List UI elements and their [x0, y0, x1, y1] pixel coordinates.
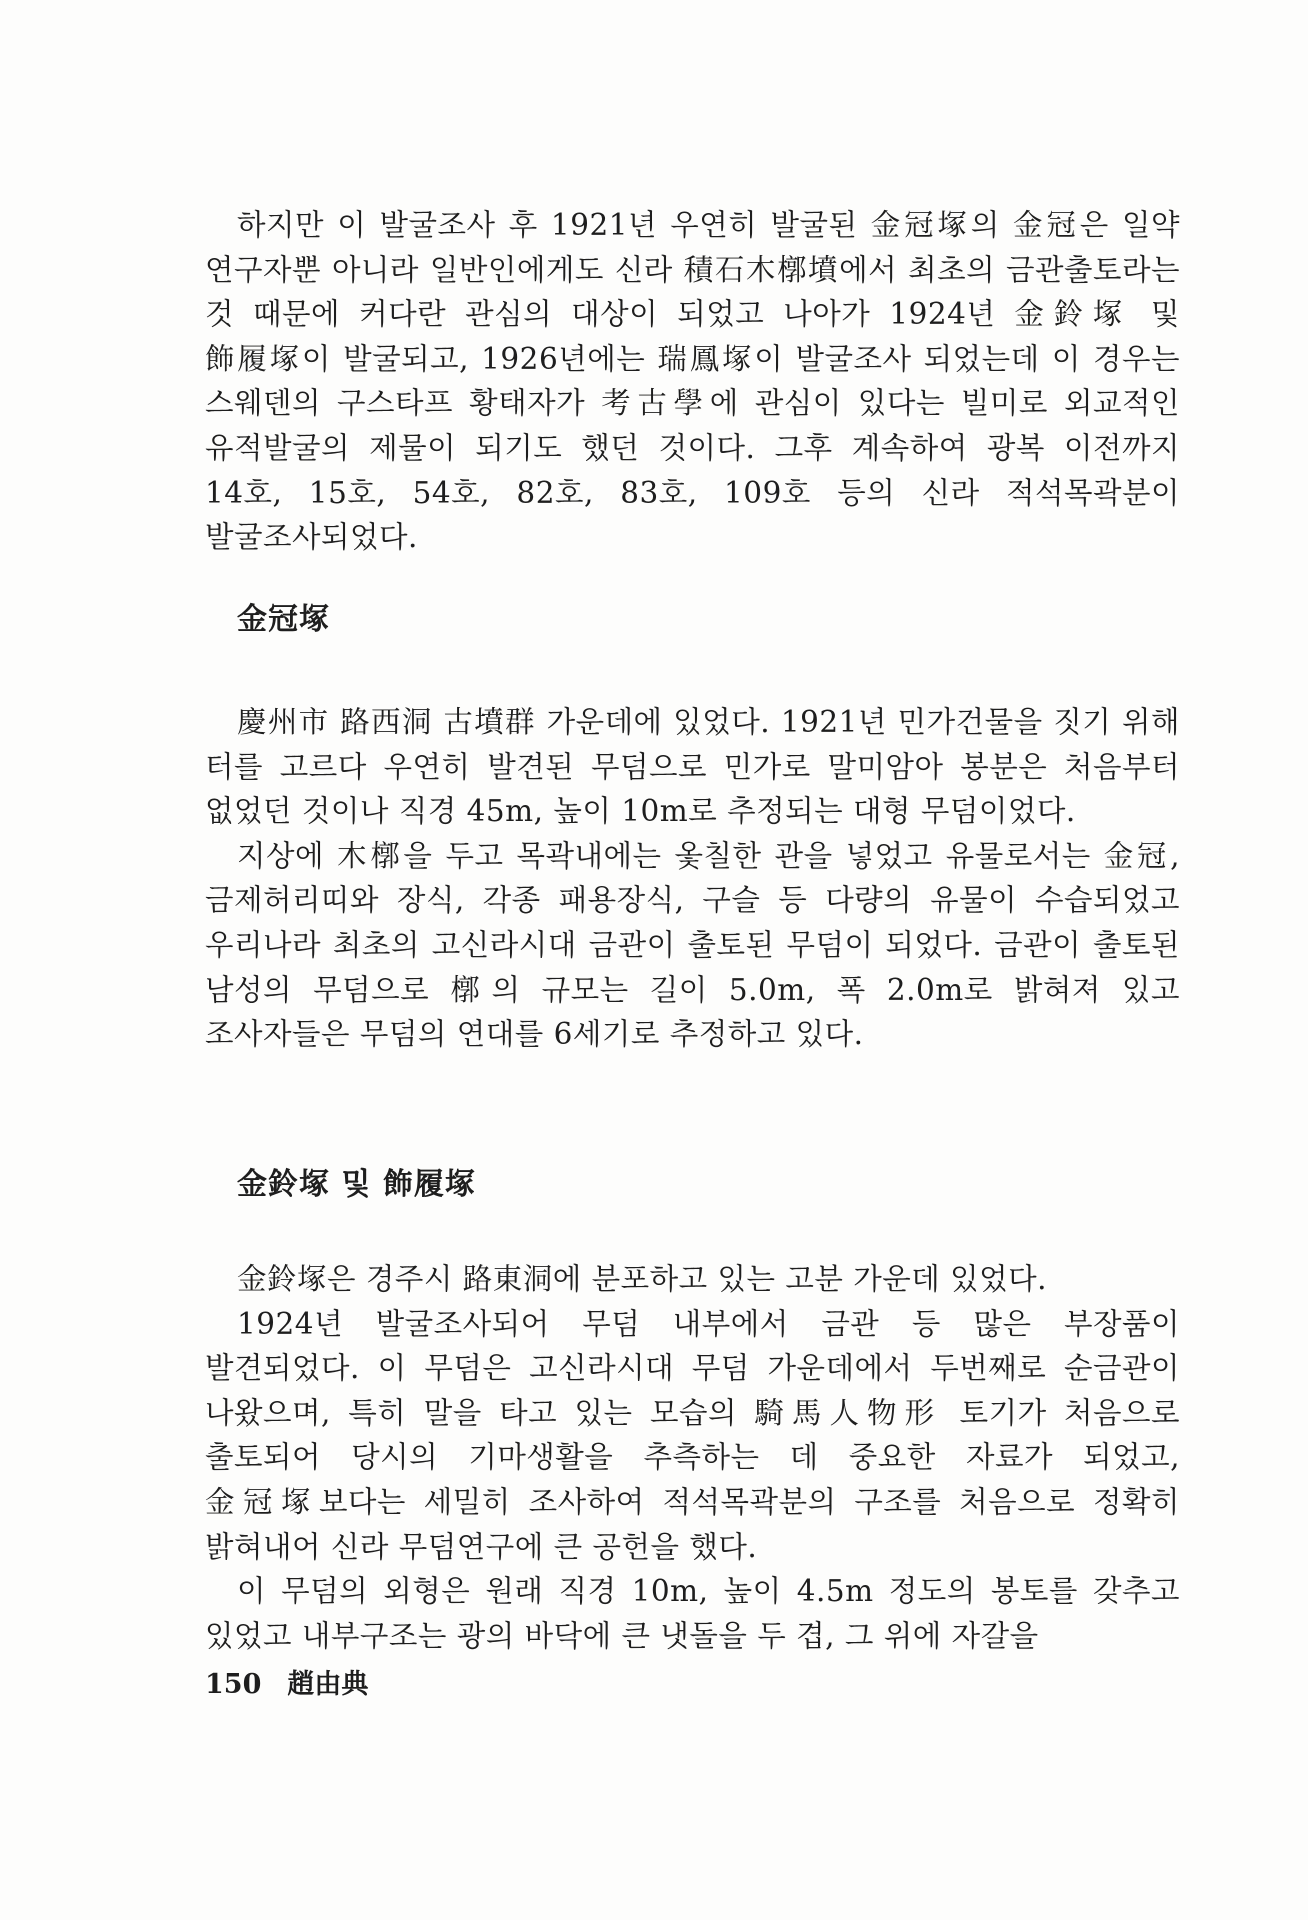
kumgwanchong-paragraph-2: 지상에 木槨을 두고 목곽내에는 옻칠한 관을 넣었고 유물로서는 金冠, 금제허리띠와 장식, 각종 패용장식, 구슬 등 다량의 유물이 수습되었고 우리나라 최초의 고신라시대 금관이 출토된 무덤이 되었다. 금관이 출토된 남성의 무덤으로 槨의 규모는 길이 5.0m, 폭 2.0m로 밝혀져 있고 조사자들은 무덤의 연대를 6세기로 추정하고 있다. — [205, 838, 1180, 1052]
kumnyongchong-section — [205, 1257, 1180, 1658]
intro-paragraph: 하지만 이 발굴조사 후 1921년 우연히 발굴된 金冠塚의 金冠은 일약 연구자뿐 아니라 일반인에게도 신라 積石木槨墳에서 최초의 금관출토라는 것 때문에 커다란 관심의 대상이 되었고 나아가 1924년 金鈴塚 및 飾履塚이 발굴되고, 1926년에는 瑞鳳塚이 발굴조사 되었는데 이 경우는 스웨덴의 구스타프 황태자가 考古學에 관심이 있다는 빌미로 외교적인 유적발굴의 제물이 되기도 했던 것이다. 그후 계속하여 광복 이전까지 14호, 15호, 54호, 82호, 83호, 109호 등의 신라 적석목곽분이 발굴조사되었다. — [205, 208, 1180, 555]
kumnyongchong-paragraph-1: 金鈴塚은 경주시 路東洞에 분포하고 있는 고분 가운데 있었다. — [237, 1262, 1047, 1296]
kumgwanchong-paragraph-1: 慶州市 路西洞 古墳群 가운데에 있었다. 1921년 민가건물을 짓기 위해 터를 고르다 우연히 발견된 무덤으로 민가로 말미암아 봉분은 처음부터 없었던 것이나 직경 45m, 높이 10m로 추정되는 대형 무덤이었다. — [205, 705, 1180, 829]
page-number: 150 — [205, 1669, 262, 1700]
kumgwanchong-section — [205, 700, 1180, 1057]
intro-section — [205, 203, 1180, 560]
kumnyongchong-paragraph-3: 이 무덤의 외형은 원래 직경 10m, 높이 4.5m 정도의 봉토를 갖추고 있었고 내부구조는 광의 바닥에 큰 냇돌을 두 겹, 그 위에 자갈을 — [205, 1574, 1180, 1653]
author-name: 趙由典 — [287, 1669, 369, 1700]
section-heading-kumnyongchong: 金鈴塚 및 飾履塚 — [237, 1167, 476, 1202]
kumnyongchong-paragraph-2: 1924년 발굴조사되어 무덤 내부에서 금관 등 많은 부장품이 발견되었다. 이 무덤은 고신라시대 무덤 가운데에서 두번째로 순금관이 나왔으며, 특히 말을 타고 있는 모습의 騎馬人物形 토기가 처음으로 출토되어 당시의 기마생활을 추측하는 데 중요한 자료가 되었고, 金冠塚보다는 세밀히 조사하여 적석목곽분의 구조를 처음으로 정확히 밝혀내어 신라 무덤연구에 큰 공헌을 했다. — [205, 1306, 1180, 1564]
section-heading-kumgwanchong: 金冠塚 — [237, 602, 330, 637]
page-footer — [205, 1667, 394, 1703]
